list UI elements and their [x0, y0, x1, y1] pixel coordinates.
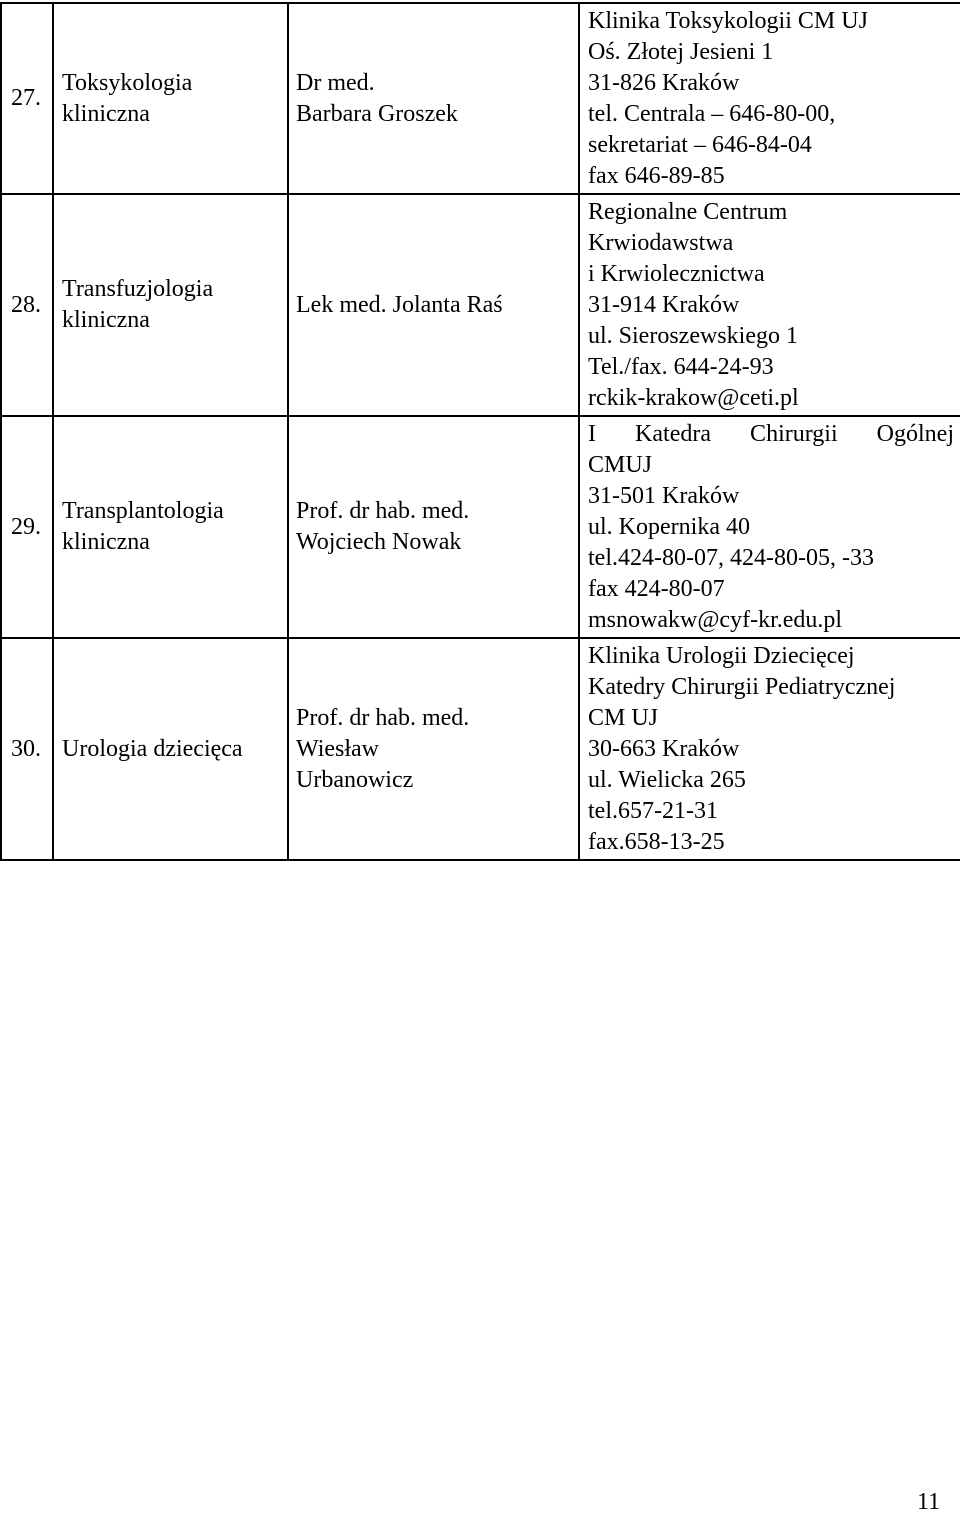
table-row — [1, 3, 960, 194]
specialty-cell: Transplantologia kliniczna — [53, 416, 288, 638]
row-number: 29. — [1, 416, 53, 638]
specialty-cell: Urologia dziecięca — [53, 638, 288, 860]
address-cell: Klinika Urologii Dziecięcej Katedry Chirurgii Pediatrycznej CM UJ 30-663 Kraków ul. Wielicka 265 tel.657-21-31 fax.658-13-25 — [579, 638, 960, 860]
specialty-cell: Toksykologia kliniczna — [53, 3, 288, 194]
address-cell: I Katedra Chirurgii Ogólnej CMUJ 31-501 Kraków ul. Kopernika 40 tel.424-80-07, 424-80-05, -33 fax 424-80-07 msnowakw@cyf-kr.edu.pl — [579, 416, 960, 638]
address-cell: Klinika Toksykologii CM UJ Oś. Złotej Jesieni 1 31-826 Kraków tel. Centrala – 646-80-00, sekretariat – 646-84-04 fax 646-89-85 — [579, 3, 960, 194]
row-number: 27. — [1, 3, 53, 194]
consultant-cell: Lek med. Jolanta Raś — [288, 194, 579, 416]
table-row — [1, 194, 960, 416]
table-row — [1, 416, 960, 638]
specialty-cell: Transfuzjologia kliniczna — [53, 194, 288, 416]
consultant-cell: Prof. dr hab. med. Wojciech Nowak — [288, 416, 579, 638]
row-number: 30. — [1, 638, 53, 860]
row-number: 28. — [1, 194, 53, 416]
table-row — [1, 638, 960, 860]
consultant-cell: Dr med. Barbara Groszek — [288, 3, 579, 194]
consultants-table — [0, 2, 960, 861]
page-number: 11 — [917, 1489, 941, 1515]
consultant-cell: Prof. dr hab. med. Wiesław Urbanowicz — [288, 638, 579, 860]
address-cell: Regionalne Centrum Krwiodawstwa i Krwiolecznictwa 31-914 Kraków ul. Sieroszewskiego 1 Tel./fax. 644-24-93 rckik-krakow@ceti.pl — [579, 194, 960, 416]
